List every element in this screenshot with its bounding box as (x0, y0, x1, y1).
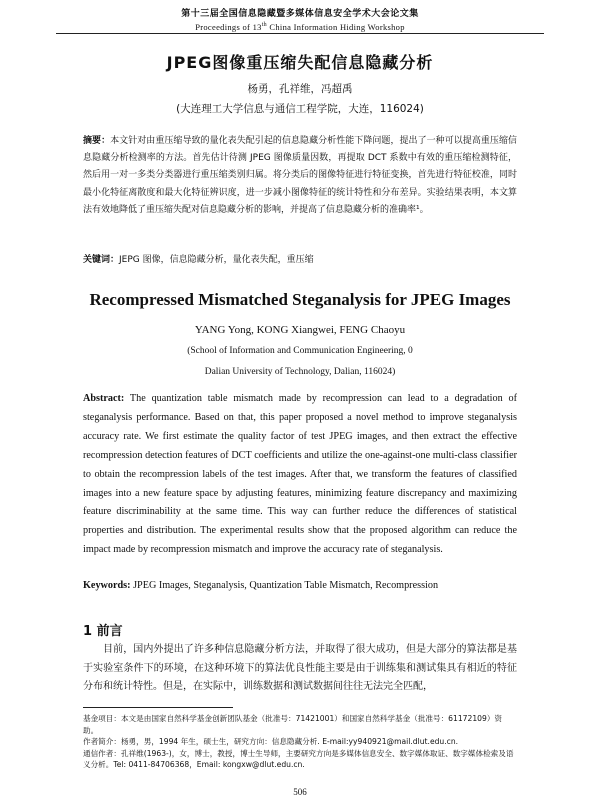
running-head-english-post: China Information Hiding Workshop (266, 21, 405, 32)
header-rule (56, 33, 544, 34)
english-keywords (83, 580, 517, 591)
footnote-rule (83, 707, 233, 708)
chinese-keywords-label: 关键词： (83, 255, 120, 265)
chinese-abstract-label: 摘要： (83, 136, 111, 146)
chinese-keywords-text: JEPG 图像，信息隐藏分析，量化表失配，重压缩 (119, 255, 314, 265)
english-keywords-label: Keywords: (83, 580, 131, 591)
english-affiliation-line2: Dalian University of Technology, Dalian, 116024) (204, 367, 396, 377)
english-abstract-label: Abstract: (83, 393, 125, 404)
footnote-author-bio: 作者简介：杨勇，男，1994 年生，硕士生，研究方向：信息隐藏分析. E-mail:yy940921@mail.dlut.edu.cn. (83, 737, 459, 746)
footnote-funding: 基金项目：本文是由国家自然科学基金创新团队基金（批准号：71421001）和国家自然科学基金（批准号：61172109）资助。 (83, 714, 503, 735)
chinese-authors: 杨勇，孔祥维，冯超禹 (247, 83, 353, 95)
running-head-english (0, 20, 600, 33)
section-heading-introduction: 1 前言 (83, 624, 123, 639)
english-affiliation-line1: (School of Information and Communication Engineering, 0 (187, 346, 413, 356)
english-title: Recompressed Mismatched Steganalysis for JPEG Images (89, 290, 511, 309)
chinese-abstract (83, 133, 517, 219)
chinese-affiliation: (大连理工大学信息与通信工程学院，大连，116024) (176, 103, 424, 115)
english-keywords-text: JPEG Images, Steganalysis, Quantization Table Mismatch, Recompression (130, 580, 439, 591)
running-head-chinese: 第十三届全国信息隐藏暨多媒体信息安全学术大会论文集 (181, 9, 419, 19)
chinese-keywords (83, 252, 517, 265)
footnotes (83, 713, 517, 771)
chinese-title: JPEG图像重压缩失配信息隐藏分析 (166, 53, 434, 72)
running-head (0, 8, 600, 33)
english-abstract (83, 390, 517, 560)
english-abstract-text: The quantization table mismatch made by recompression can lead to a degradation of steganalysis performance. Based on that, this paper proposed a novel method to improve steganalysis accuracy rate. We first estimate the quality factor of test JPEG images, and then extract the effective recompression detection features of DCT coefficients and utilize the one-against-one multi-class classifier to obtain the recompression labels of the test images. After that, we transform the features of classified images into a new feature space by adjusting features, minimizing feature discrepancy and maximizing feature discriminability at the same time. This way can further reduce the differences of statistical properties and distribution. The experimental results show that the proposed algorithm can reduce the impact made by recompression mismatch and improve the accuracy rate of steganalysis. (83, 393, 517, 556)
running-head-english-pre: Proceedings of 13 (195, 21, 262, 32)
chinese-abstract-text: 本文针对由重压缩导致的量化表失配引起的信息隐藏分析性能下降问题，提出了一种可以提高重压缩信息隐藏分析检测率的方法。首先估计待测 JPEG 图像质量因数，再提取 DCT 系数中有效的重压缩检测特征，然后用一对一多类分类器进行重压缩类别归属。将分类后的图像特征进行特征变换，首先进行特征校准，同时最小化特征离散度和最大化特征辨识度，进一步减小图像特征的统计特性和分布差异。实验结果表明，本文算法有效地降低了重压缩失配对信息隐藏分析的影响，并提高了信息隐藏分析的准确率¹。 (83, 136, 517, 215)
introduction-paragraph: 目前，国内外提出了许多种信息隐藏分析方法，并取得了很大成功，但是大部分的算法都是基于实验室条件下的环境，在这种环境下的算法优良性能主要是由于训练集和测试集具有相近的特征分布和统计特性。但是，在实际中，训练数据和测试数据间往往无法完全匹配， (83, 644, 517, 692)
running-head-english-sup: th (261, 22, 267, 28)
english-authors: YANG Yong, KONG Xiangwei, FENG Chaoyu (194, 324, 406, 336)
footnote-corresponding-author: 通信作者：孔祥维(1963-)，女，博士，教授，博士生导师，主要研究方向是多媒体信息安全、数字媒体取证、数字媒体检索及语义分析。Tel: 0411-84706368，Email: kongxw@dlut.edu.cn. (83, 748, 514, 769)
page-number: 506 (293, 787, 307, 797)
